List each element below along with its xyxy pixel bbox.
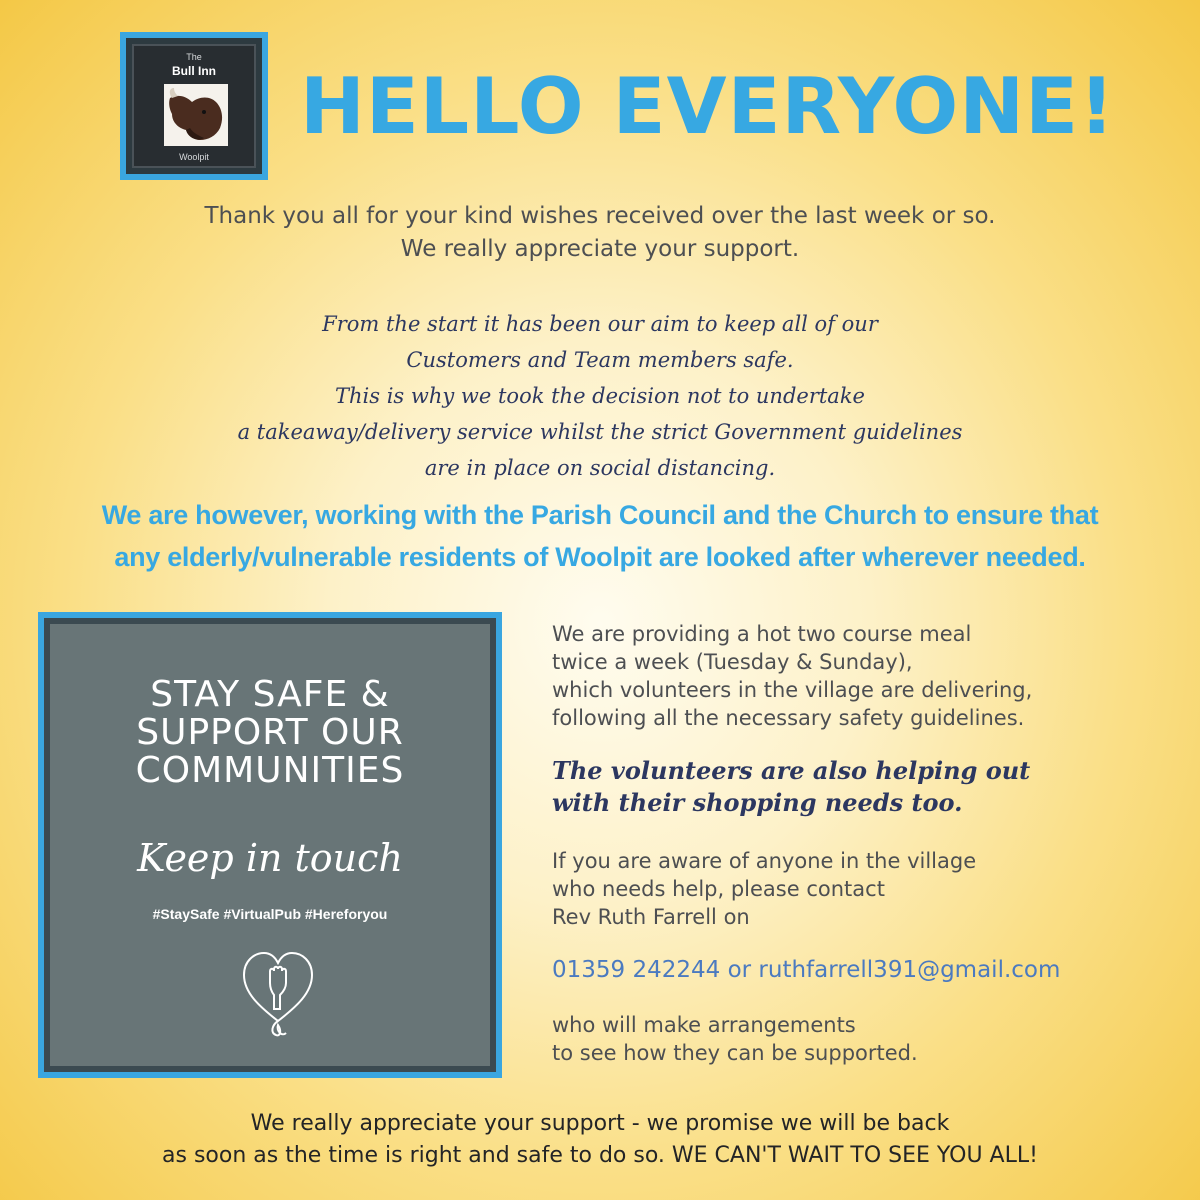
aim-line: a takeaway/delivery service whilst the strict Government guidelines (237, 420, 963, 444)
contact-details[interactable]: 01359 242244 or ruthfarrell391@gmail.com (552, 957, 1061, 983)
arrange-line: who will make arrangements (552, 1013, 856, 1037)
aim-line: are in place on social distancing. (424, 456, 776, 480)
aim-line: From the start it has been our aim to keep all of our (322, 312, 878, 336)
thanks-line: Thank you all for your kind wishes received over the last week or so. (204, 203, 996, 229)
volunteers-line: The volunteers are also helping out (552, 756, 1031, 785)
thanks-paragraph (60, 200, 1140, 266)
logo-bottom-text: Woolpit (179, 152, 209, 162)
bull-inn-logo (120, 32, 268, 180)
arrange-paragraph (552, 1011, 1172, 1067)
aim-paragraph (40, 306, 1160, 486)
footer-line: as soon as the time is right and safe to do so. WE CAN'T WAIT TO SEE YOU ALL! (162, 1143, 1038, 1168)
aim-line: This is why we took the decision not to undertake (335, 384, 865, 408)
volunteers-paragraph (552, 755, 1172, 819)
parish-line: any elderly/vulnerable residents of Woolpit are looked after wherever needed. (114, 542, 1086, 572)
arrange-line: to see how they can be supported. (552, 1041, 918, 1065)
parish-line: We are however, working with the Parish Council and the Church to ensure that (101, 500, 1099, 530)
card-hashtags: #StaySafe #VirtualPub #Hereforyou (152, 906, 388, 922)
aware-line: Rev Ruth Farrell on (552, 905, 750, 929)
meal-paragraph (552, 620, 1172, 732)
aware-paragraph (552, 847, 1172, 931)
headline: HELLO EVERYONE! (300, 62, 1116, 152)
thanks-line: We really appreciate your support. (400, 236, 800, 262)
volunteers-line: with their shopping needs too. (552, 788, 963, 817)
aware-line: If you are aware of anyone in the village (552, 849, 977, 873)
footer-line: We really appreciate your support - we promise we will be back (250, 1111, 950, 1136)
meal-line: twice a week (Tuesday & Sunday), (552, 650, 913, 674)
meal-line: We are providing a hot two course meal (552, 622, 972, 646)
aware-line: who needs help, please contact (552, 877, 885, 901)
footer-paragraph (20, 1108, 1180, 1172)
bull-head-image (164, 84, 228, 146)
logo-top-text: The (186, 52, 202, 62)
card-keep-in-touch: Keep in touch (137, 836, 403, 880)
meal-line: which volunteers in the village are delivering, (552, 678, 1033, 702)
heart-hand-icon (240, 949, 316, 1039)
logo-name: Bull Inn (172, 64, 216, 78)
stay-safe-card (38, 612, 502, 1078)
aim-line: Customers and Team members safe. (406, 348, 794, 372)
card-title: STAY SAFE & SUPPORT OUR COMMUNITIES (135, 674, 405, 791)
parish-paragraph (40, 494, 1160, 578)
meal-line: following all the necessary safety guidelines. (552, 706, 1025, 730)
